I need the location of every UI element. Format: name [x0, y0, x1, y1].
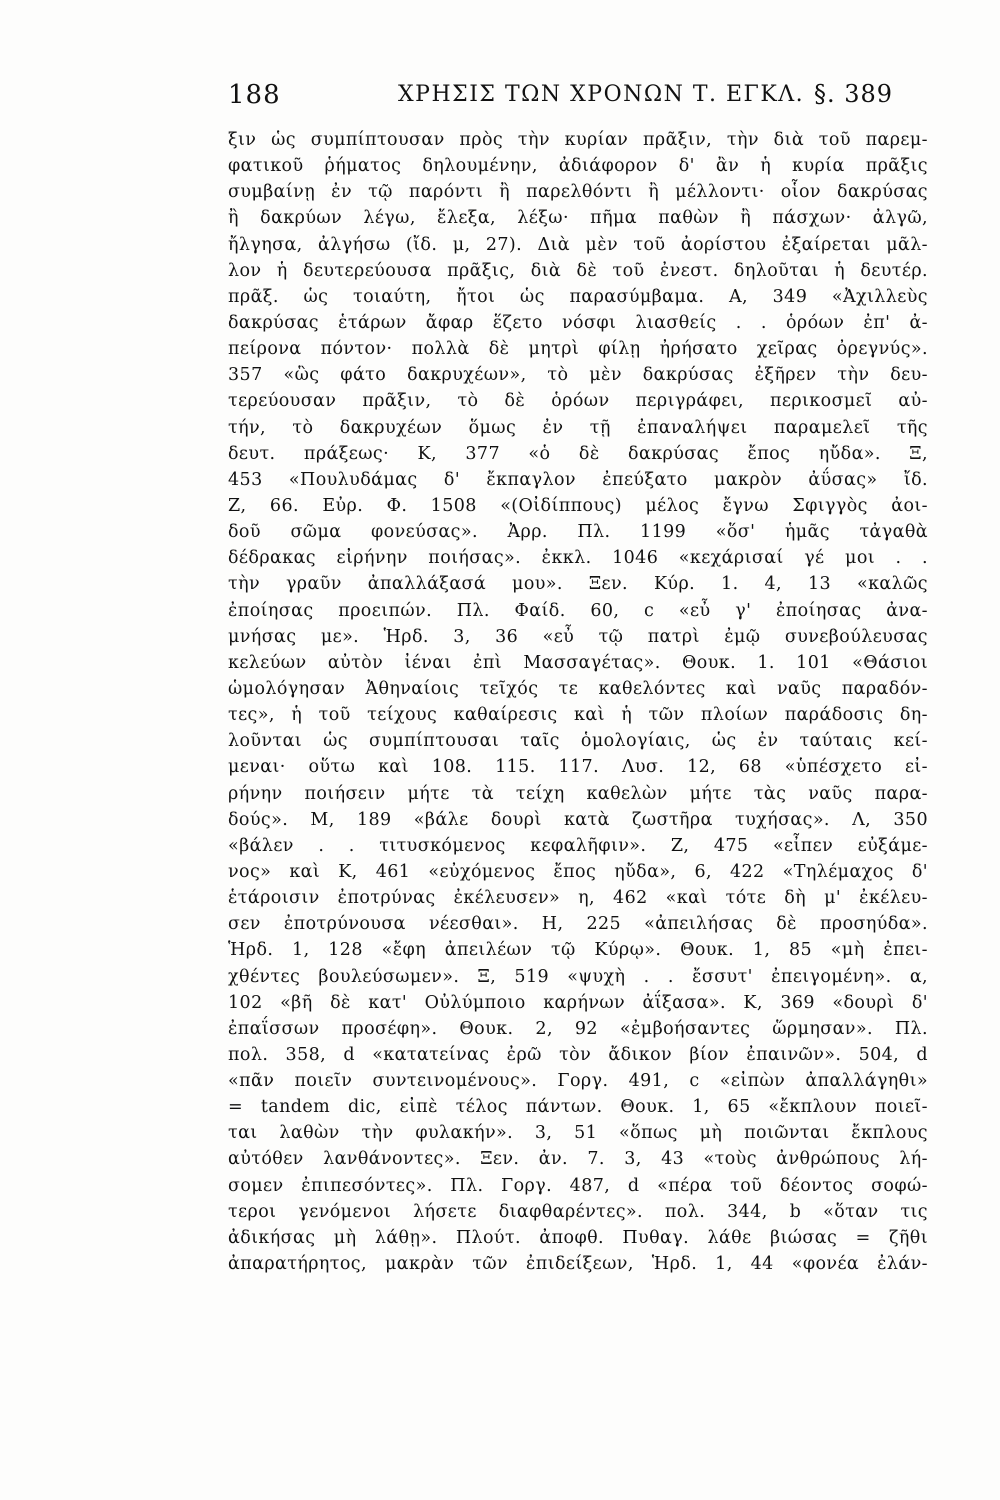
text-line: σομεν ἐπιπεσόντες». Πλ. Γοργ. 487, d «πέρα τοῦ δέοντος σοφώ- [228, 1175, 928, 1196]
text-line: 102 «βῆ δὲ κατ' Οὐλύμποιο καρήνων ἀΐξασα». Κ, 369 «δουρὶ δ' [228, 992, 928, 1013]
text-line: πολ. 358, d «κατατείνας ἐρῶ τὸν ἄδικον βίον ἐπαινῶν». 504, d [228, 1044, 928, 1065]
text-line: ἐπαΐσσων προσέφη». Θουκ. 2, 92 «ἐμβοήσαντες ὥρμησαν». Πλ. [228, 1018, 928, 1039]
text-line: δέδρακας εἰρήνην ποιήσας». ἐκκλ. 1046 «κεχάρισαί γέ μοι . . [228, 548, 928, 569]
text-line: μεναι· οὕτω καὶ 108. 115. 117. Λυσ. 12, 68 «ὑπέσχετο εἰ- [228, 757, 928, 778]
text-line: χθέντες βουλεύσωμεν». Ξ, 519 «ψυχὴ . . ἔσσυτ' ἐπειγομένη». α, [228, 966, 928, 987]
text-line: ἑτάροισιν ἐποτρύνας ἐκέλευσεν» η, 462 «καὶ τότε δὴ μ' ἐκέλευ- [228, 888, 928, 909]
text-line: «πᾶν ποιεῖν συντεινομένους». Γοργ. 491, c «εἰπὼν ἀπαλλάγηθι» [228, 1071, 928, 1092]
text-line: «βάλεν . . τιτυσκόμενος κεφαλῆφιν». Ζ, 475 «εἶπεν εὐξάμε- [228, 835, 928, 856]
text-line: ὡμολόγησαν Ἀθηναίοις τεῖχός τε καθελόντες καὶ ναῦς παραδόν- [228, 678, 928, 699]
body-text [228, 127, 928, 1467]
text-line: ρήνην ποιήσειν μήτε τὰ τείχη καθελὼν μήτε τὰς ναῦς παρα- [228, 783, 928, 804]
text-line: λοῦνται ὡς συμπίπτουσαι ταῖς ὁμολογίαις, ὡς ἐν ταύταις κεί- [228, 731, 928, 752]
text-line: τεροι γενόμενοι λήσετε διαφθαρέντες». πολ. 344, b «ὅταν τις [228, 1201, 928, 1222]
text-line: πρᾶξ. ὡς τοιαύτη, ἤτοι ὡς παρασύμβαμα. Α, 349 «Ἀχιλλεὺς [228, 286, 928, 307]
text-line: νος» καὶ Κ, 461 «εὐχόμενος ἔπος ηὔδα», 6, 422 «Τηλέμαχος δ' [228, 861, 928, 882]
text-line: φατικοῦ ῥήματος δηλουμένην, ἀδιάφορον δ' ἂν ἡ κυρία πρᾶξις [228, 156, 928, 177]
text-line: δευτ. πράξεως· Κ, 377 «ὁ δὲ δακρύσας ἔπος ηὔδα». Ξ, [228, 443, 928, 464]
text-line: τερεύουσαν πρᾶξιν, τὸ δὲ ὁρόων περιγράφει, περικοσμεῖ αὐ- [228, 391, 928, 412]
text-line: ἀπαρατήρητος, μακρὰν τῶν ἐπιδείξεων, Ἡρδ. 1, 44 «φονέα ἐλάν- [228, 1254, 928, 1275]
text-line: 453 «Πουλυδάμας δ' ἔκπαγλον ἐπεύξατο μακρὸν ἀΰσας» ἴδ. [228, 469, 928, 490]
text-line: σεν ἐποτρύνουσα νέεσθαι». Η, 225 «ἀπειλήσας δὲ προσηύδα». [228, 914, 928, 935]
running-title: ΧΡΗΣΙΣ ΤΩΝ ΧΡΟΝΩΝ Τ. ΕΓΚΛ. [398, 82, 805, 107]
page-number: 188 [228, 80, 281, 110]
text-line: ται λαθὼν τὴν φυλακήν». 3, 51 «ὅπως μὴ ποιῶνται ἔκπλους [228, 1123, 928, 1144]
text-line: δοῦ σῶμα φονεύσας». Ἀρρ. Πλ. 1199 «ὅσ' ἡμᾶς τἀγαθὰ [228, 522, 928, 543]
text-line: τες», ἡ τοῦ τείχους καθαίρεσις καὶ ἡ τῶν πλοίων παράδοσις δη- [228, 705, 928, 726]
text-line: συμβαίνῃ ἐν τῷ παρόντι ἢ παρελθόντι ἢ μέλλοντι· οἷον δακρύσας [228, 182, 928, 203]
text-line: 357 «ὣς φάτο δακρυχέων», τὸ μὲν δακρύσας ἐξῆρεν τὴν δευ- [228, 365, 928, 386]
text-line: τὴν γραῦν ἀπαλλάξασά μου». Ξεν. Κύρ. 1. 4, 13 «καλῶς [228, 574, 928, 595]
text-line: αὐτόθεν λανθάνοντες». Ξεν. ἀν. 7. 3, 43 «τοὺς ἀνθρώπους λή- [228, 1149, 928, 1170]
text-line: κελεύων αὐτὸν ἰέναι ἐπὶ Μασσαγέτας». Θουκ. 1. 101 «Θάσιοι [228, 652, 928, 673]
text-line: λον ἡ δευτερεύουσα πρᾶξις, διὰ δὲ τοῦ ἐνεστ. δηλοῦται ἡ δευτέρ. [228, 260, 928, 281]
text-line: = tandem dic, εἰπὲ τέλος πάντων. Θουκ. 1, 65 «ἔκπλουν ποιεῖ- [228, 1097, 928, 1118]
text-line: δακρύσας ἑτάρων ἄφαρ ἕζετο νόσφι λιασθείς . . ὁρόων ἐπ' ἀ- [228, 312, 928, 333]
text-line: ἀδικήσας μὴ λάθῃ». Πλούτ. ἀποφθ. Πυθαγ. λάθε βιώσας = ζῆθι [228, 1227, 928, 1248]
text-line: ἢ δακρύων λέγω, ἔλεξα, λέξω· πῆμα παθὼν ἢ πάσχων· ἀλγῶ, [228, 208, 928, 229]
text-line: ἐποίησας προειπών. Πλ. Φαίδ. 60, c «εὖ γ' ἐποίησας ἀνα- [228, 600, 928, 621]
text-line: τήν, τὸ δακρυχέων ὅμως ἐν τῇ ἐπαναλήψει παραμελεῖ τῆς [228, 417, 928, 438]
text-line: ἤλγησα, ἀλγήσω (ἴδ. μ, 27). Διὰ μὲν τοῦ ἀορίστου ἐξαίρεται μᾶλ- [228, 234, 928, 255]
section-reference: §. 389 [814, 80, 894, 108]
text-line: Ζ, 66. Εὐρ. Φ. 1508 «(Οἰδίππους) μέλος ἔγνω Σφιγγὸς ἀοι- [228, 495, 928, 516]
text-line: Ἡρδ. 1, 128 «ἔφη ἀπειλέων τῷ Κύρῳ». Θουκ. 1, 85 «μὴ ἐπει- [228, 940, 928, 961]
text-line: ξιν ὡς συμπίπτουσαν πρὸς τὴν κυρίαν πρᾶξιν, τὴν διὰ τοῦ παρεμ- [228, 130, 928, 150]
text-line: δούς». Μ, 189 «βάλε δουρὶ κατὰ ζωστῆρα τυχήσας». Λ, 350 [228, 809, 928, 830]
running-head [228, 80, 928, 120]
text-line: μνήσας με». Ἡρδ. 3, 36 «εὖ τῷ πατρὶ ἐμῷ συνεβούλευσας [228, 626, 928, 647]
text-line: πείρονα πόντον· πολλὰ δὲ μητρὶ φίλῃ ἠρήσατο χεῖρας ὀρεγνύς». [228, 339, 928, 360]
